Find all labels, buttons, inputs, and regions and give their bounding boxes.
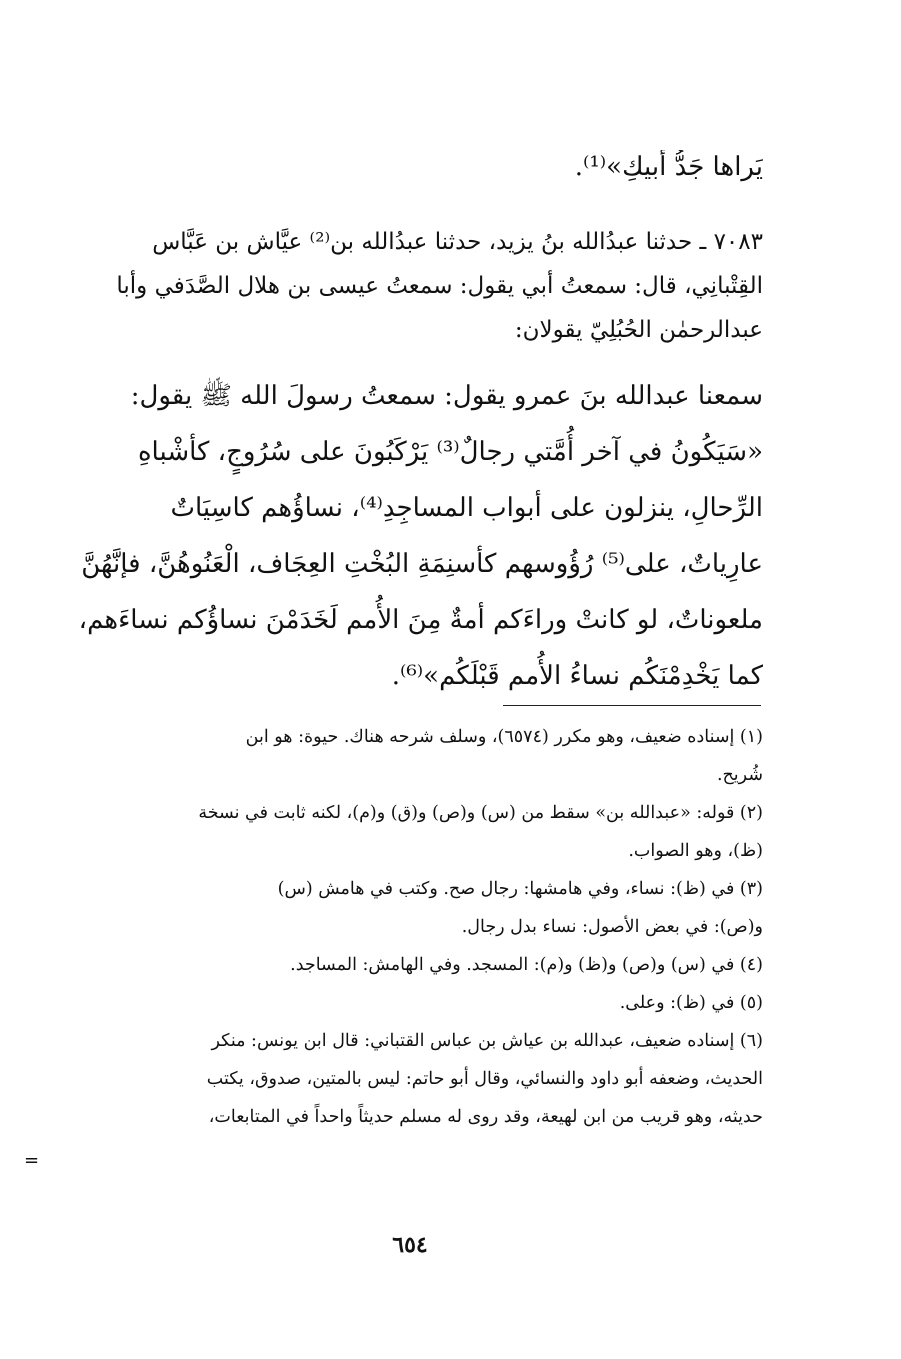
- footnote-line: (١) إسناده ضعيف، وهو مكرر (٦٥٧٤)، وسلف شرحه هناك. حيوة: هو ابن: [245, 727, 763, 747]
- intro-text: يَراها جَدُّ أبيكِ»⁽¹⁾.: [574, 152, 763, 182]
- hadith-line: كما يَخْدِمْنَكُم نساءُ الأُمم قَبْلَكُم»⁽⁶⁾.: [391, 661, 763, 691]
- intro-line: [60, 150, 763, 184]
- hadith-line: «سَيَكُونُ في آخر أُمَّتي رجالٌ⁽³⁾ يَرْكَبُونَ على سُرُوجٍ، كأشْباهِ: [137, 437, 763, 467]
- footnote-5: [58, 984, 763, 1022]
- hadith-line: سمعنا عبدالله بنَ عمرو يقول: سمعتُ رسولَ الله ﷺ يقول:: [130, 381, 763, 411]
- footnote-6: [58, 1022, 763, 1136]
- footnote-line: شُريح.: [716, 765, 763, 785]
- footnote-line: الحديث، وضعفه أبو داود والنسائي، وقال أبو حاتم: ليس بالمتين، صدوق، يكتب: [206, 1069, 763, 1089]
- footnotes: [58, 718, 763, 1136]
- footnote-divider: [503, 705, 761, 706]
- isnad-paragraph: [60, 220, 763, 352]
- hadith-line: عارِياتٌ، على⁽⁵⁾ رُؤُوسهم كأسنِمَةِ البُخْتِ العِجَاف، الْعَنُوهُنَّ، فإنَّهُنَّ: [81, 549, 763, 579]
- footnote-1: [58, 718, 763, 794]
- isnad-line: القِتْبانِي، قال: سمعتُ أبي يقول: سمعتُ عيسى بن هلال الصَّدَفي وأبا: [116, 273, 763, 299]
- isnad-line: عبدالرحمٰن الحُبُلِيّ يقولان:: [514, 317, 763, 343]
- footnote-4: [58, 946, 763, 984]
- footnote-line: حديثه، وهو قريب من ابن لهيعة، وقد روى له مسلم حديثاً واحداً في المتابعات،: [208, 1107, 763, 1127]
- footnote-3: [58, 870, 763, 946]
- continuation-mark: =: [24, 1150, 40, 1171]
- footnote-line: (٦) إسناده ضعيف، عبدالله بن عياش بن عباس القتباني: قال ابن يونس: منكر: [211, 1031, 763, 1051]
- footnote-line: (٢) قوله: «عبدالله بن» سقط من (س) و(ص) و(ق) و(م)، لكنه ثابت في نسخة: [198, 803, 763, 823]
- isnad-line: ٧٠٨٣ ـ حدثنا عبدُالله بنُ يزيد، حدثنا عبدُالله بن⁽²⁾ عيَّاش بن عَبَّاس: [152, 229, 763, 255]
- footnote-2: [58, 794, 763, 870]
- footnote-line: (٥) في (ظ): وعلى.: [619, 993, 763, 1013]
- hadith-line: الرِّحالِ، ينزلون على أبواب المساجِدِ⁽⁴⁾، نساؤُهم كاسِيَاتٌ: [170, 493, 763, 523]
- footnote-line: (٤) في (س) و(ص) و(ظ) و(م): المسجد. وفي الهامش: المساجد.: [290, 955, 763, 975]
- page-number: ٦٥٤: [392, 1232, 428, 1258]
- footnote-line: (ظ)، وهو الصواب.: [628, 841, 763, 861]
- footnote-line: (٣) في (ظ): نساء، وفي هامشها: رجال صح. وكتب في هامش (س): [277, 879, 763, 899]
- hadith-line: ملعوناتٌ، لو كانتْ وراءَكم أمةٌ مِنَ الأُمم لَخَدَمْنَ نساؤُكم نساءَهم،: [78, 605, 763, 635]
- footnote-line: و(ص): في بعض الأصول: نساء بدل رجال.: [461, 917, 763, 937]
- hadith-text: [60, 368, 763, 704]
